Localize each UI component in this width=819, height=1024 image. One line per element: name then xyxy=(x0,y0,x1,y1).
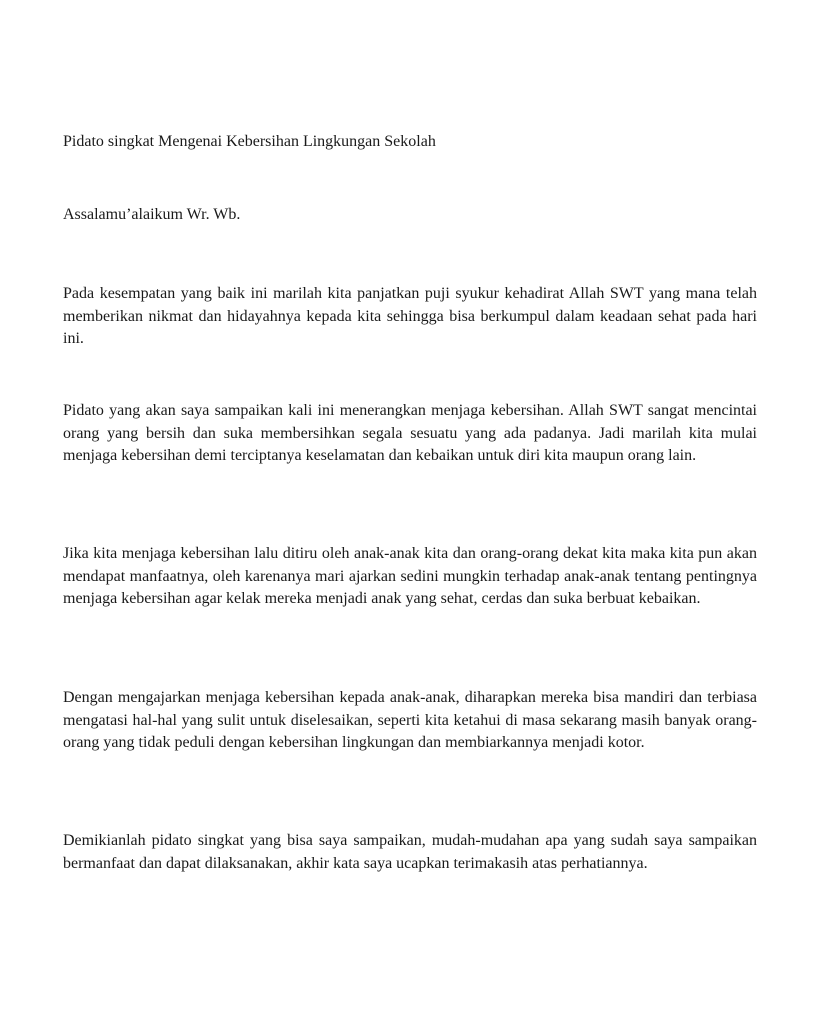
paragraph-opening: Pada kesempatan yang baik ini marilah kita panjatkan puji syukur kehadirat Allah SWT yang mana telah memberikan nikmat dan hidayahnya kepada kita sehingga bisa berkumpul dalam keadaan sehat pada hari ini. xyxy=(63,285,757,347)
document-title: Pidato singkat Mengenai Kebersihan Lingkungan Sekolah xyxy=(63,133,436,150)
paragraph-example: Jika kita menjaga kebersihan lalu ditiru oleh anak-anak kita dan orang-orang dekat kita maka kita pun akan mendapat manfaatnya, oleh karenanya mari ajarkan sedini mungkin terhadap anak-anak tentang pentingnya menjaga kebersihan agar kelak mereka menjadi anak yang sehat, cerdas dan suka berbuat kebaikan. xyxy=(63,545,757,607)
greeting: Assalamu’alaikum Wr. Wb. xyxy=(63,206,241,223)
paragraph-closing: Demikianlah pidato singkat yang bisa saya sampaikan, mudah-mudahan apa yang sudah saya sampaikan bermanfaat dan dapat dilaksanakan, akhir kata saya ucapkan terimakasih atas perhatiannya. xyxy=(63,832,757,872)
paragraph-topic: Pidato yang akan saya sampaikan kali ini menerangkan menjaga kebersihan. Allah SWT sangat mencintai orang yang bersih dan suka membersihkan segala sesuatu yang ada padanya. Jadi marilah kita mulai menjaga kebersihan demi terciptanya keselamatan dan kebaikan untuk diri kita maupun orang lain. xyxy=(63,402,757,464)
paragraph-teaching: Dengan mengajarkan menjaga kebersihan kepada anak-anak, diharapkan mereka bisa mandiri dan terbiasa mengatasi hal-hal yang sulit untuk diselesaikan, seperti kita ketahui di masa sekarang masih banyak orang-orang yang tidak peduli dengan kebersihan lingkungan dan membiarkannya menjadi kotor. xyxy=(63,689,757,751)
